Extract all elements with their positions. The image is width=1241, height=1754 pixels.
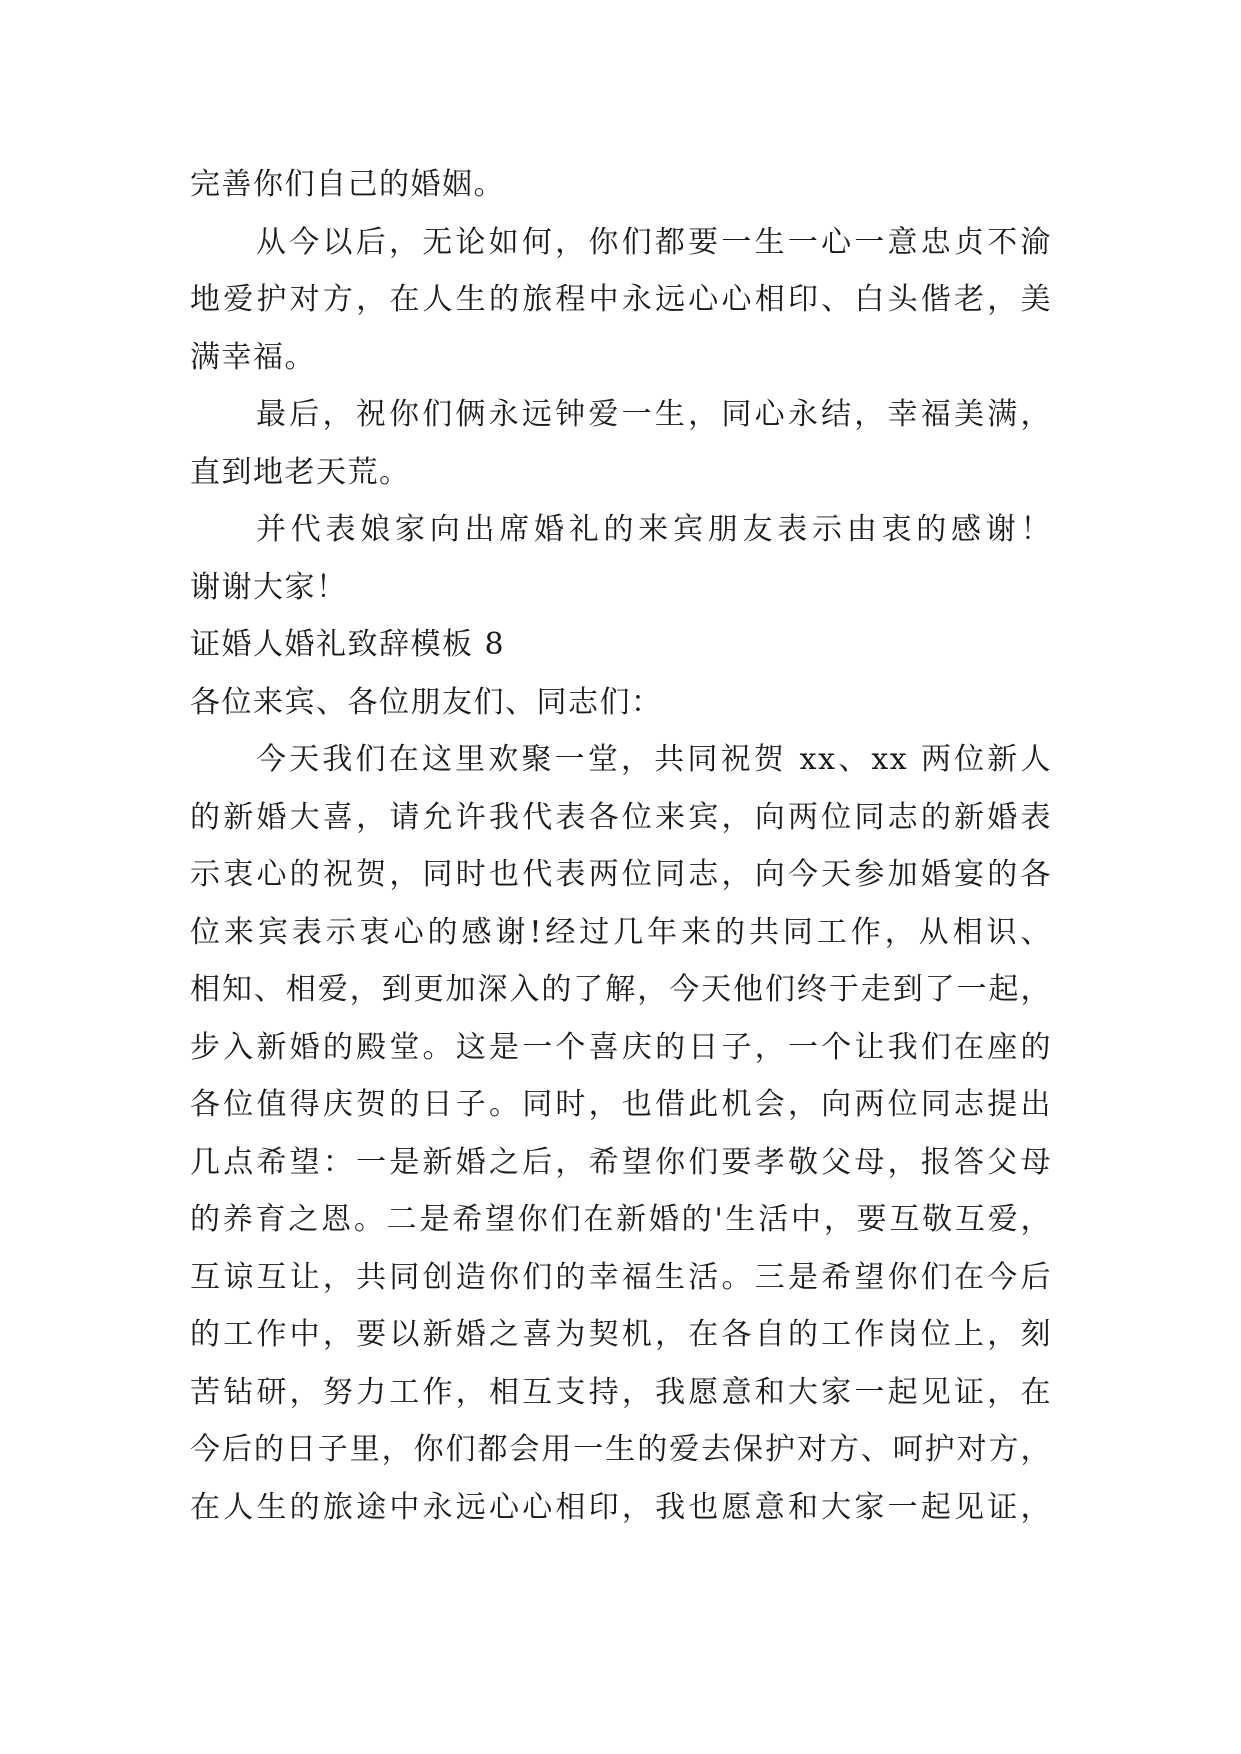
- text-line: 位来宾表示衷心的感谢!经过几年来的共同工作，从相识、: [190, 914, 1052, 950]
- text-line: 直到地老天荒。: [190, 454, 411, 490]
- text-line: 互谅互让，共同创造你们的幸福生活。三是希望你们在今后: [190, 1259, 1052, 1295]
- text-line: 满幸福。: [190, 339, 316, 375]
- paragraph-start-line: 今天我们在这里欢聚一堂，共同祝贺 xx、xx 两位新人: [256, 742, 1052, 777]
- text-line: 的新婚大喜，请允许我代表各位来宾，向两位同志的新婚表: [190, 799, 1052, 835]
- document-body: [190, 156, 1052, 1536]
- text-line: 几点希望：一是新婚之后，希望你们要孝敬父母，报答父母: [190, 1144, 1052, 1180]
- text-line: 在人生的旅途中永远心心相印，我也愿意和大家一起见证，: [190, 1489, 1052, 1525]
- text-line: 苦钻研，努力工作，相互支持，我愿意和大家一起见证，在: [190, 1374, 1052, 1410]
- paragraph-start-line: 并代表娘家向出席婚礼的来宾朋友表示由衷的感谢！: [256, 512, 1052, 547]
- paragraph-start-line: 最后，祝你们俩永远钟爱一生，同心永结，幸福美满，: [256, 397, 1052, 432]
- text-line: 今后的日子里，你们都会用一生的爱去保护对方、呵护对方，: [190, 1432, 1052, 1467]
- salutation-line: 各位来宾、各位朋友们、同志们：: [190, 684, 663, 720]
- section-heading: 证婚人婚礼致辞模板 8: [190, 627, 506, 662]
- paragraph-start-line: 从今以后，无论如何，你们都要一生一心一意忠贞不渝: [256, 224, 1052, 260]
- text-line: 相知、相爱，到更加深入的了解，今天他们终于走到了一起，: [190, 972, 1052, 1007]
- text-line: 完善你们自己的婚姻。: [190, 167, 505, 202]
- text-line: 的工作中，要以新婚之喜为契机，在各自的工作岗位上，刻: [190, 1317, 1052, 1352]
- text-line: 谢谢大家！: [190, 569, 348, 605]
- text-line: 地爱护对方，在人生的旅程中永远心心相印、白头偕老，美: [190, 282, 1052, 317]
- text-line: 各位值得庆贺的日子。同时，也借此机会，向两位同志提出: [190, 1087, 1052, 1122]
- text-line: 步入新婚的殿堂。这是一个喜庆的日子，一个让我们在座的: [190, 1029, 1052, 1065]
- text-line: 的养育之恩。二是希望你们在新婚的'生活中，要互敬互爱，: [190, 1202, 1052, 1237]
- text-line: 示衷心的祝贺，同时也代表两位同志，向今天参加婚宴的各: [190, 857, 1052, 892]
